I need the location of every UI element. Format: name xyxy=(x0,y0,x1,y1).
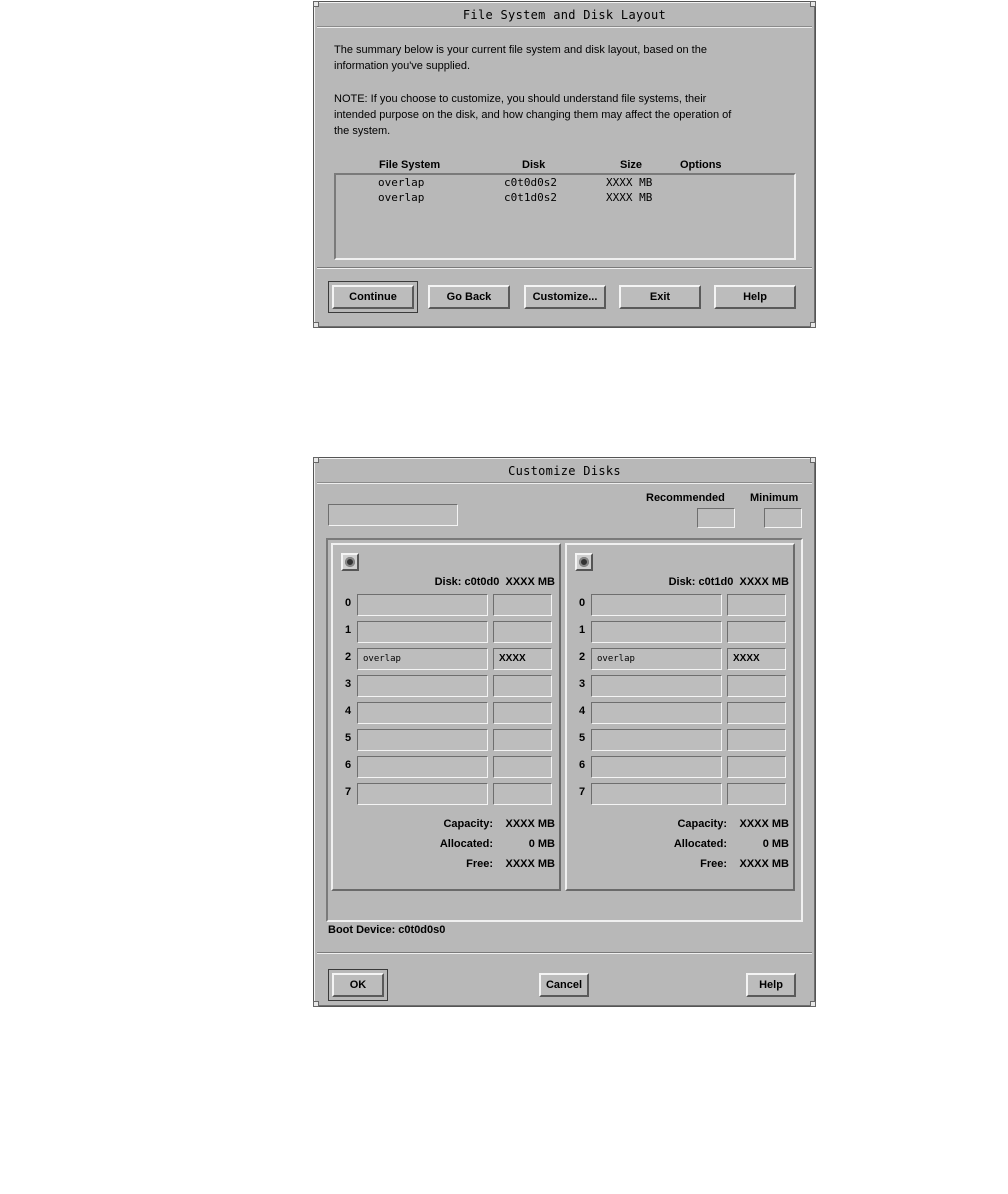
minimum-label: Minimum xyxy=(750,492,799,504)
slice-size-field[interactable] xyxy=(727,729,786,751)
list-item[interactable] xyxy=(378,176,798,191)
slice-number: 5 xyxy=(578,732,586,744)
column-header-size: Size xyxy=(620,159,643,171)
disk-cell: c0t0d0s2 xyxy=(504,176,557,189)
window-corner[interactable] xyxy=(313,1001,319,1007)
capacity-value: XXXX MB xyxy=(739,818,789,830)
disk-icon[interactable] xyxy=(575,553,593,571)
divider xyxy=(317,267,812,269)
slice-mount-field[interactable]: overlap xyxy=(357,648,488,670)
dialog-title: Customize Disks xyxy=(317,460,812,483)
exit-button[interactable]: Exit xyxy=(619,285,701,309)
disk-cell: c0t1d0s2 xyxy=(504,191,557,204)
slice-number: 2 xyxy=(578,651,586,663)
slice-mount-field[interactable] xyxy=(591,702,722,724)
dialog-title: File System and Disk Layout xyxy=(317,4,812,27)
disk-label: Disk: c0t1d0 XXXX MB xyxy=(668,576,789,588)
slice-mount-field[interactable] xyxy=(357,783,488,805)
disk-label: Disk: c0t0d0 XXXX MB xyxy=(434,576,555,588)
boot-device-label: Boot Device: c0t0d0s0 xyxy=(328,924,446,936)
slice-mount-field[interactable] xyxy=(357,756,488,778)
column-header-file-system: File System xyxy=(379,159,441,171)
slice-mount-field[interactable] xyxy=(357,702,488,724)
file-system-layout-dialog xyxy=(313,1,816,328)
disk-icon[interactable] xyxy=(341,553,359,571)
customize-disks-dialog xyxy=(313,457,816,1007)
window-corner[interactable] xyxy=(810,1001,816,1007)
slice-mount-field[interactable] xyxy=(591,675,722,697)
summary-text xyxy=(334,42,804,74)
note-line: NOTE: If you choose to customize, you should understand file systems, their xyxy=(334,93,707,105)
slice-mount-field[interactable] xyxy=(591,594,722,616)
free-label: Free: xyxy=(466,858,493,870)
slice-size-field[interactable] xyxy=(493,702,552,724)
size-cell: XXXX MB xyxy=(606,191,653,204)
file-system-list[interactable] xyxy=(334,173,796,260)
slice-number: 0 xyxy=(578,597,586,609)
slice-mount-field[interactable] xyxy=(591,783,722,805)
slice-number: 3 xyxy=(344,678,352,690)
free-value: XXXX MB xyxy=(739,858,789,870)
recommended-label: Recommended xyxy=(646,492,725,504)
slice-number: 6 xyxy=(578,759,586,771)
list-item[interactable] xyxy=(378,191,798,206)
cancel-button[interactable]: Cancel xyxy=(539,973,589,997)
column-header-disk: Disk xyxy=(522,159,546,171)
slice-size-field[interactable]: XXXX xyxy=(727,648,786,670)
note-line: intended purpose on the disk, and how changing them may affect the operation of xyxy=(334,109,732,121)
capacity-label: Capacity: xyxy=(443,818,493,830)
help-button[interactable]: Help xyxy=(714,285,796,309)
slice-size-field[interactable]: XXXX xyxy=(493,648,552,670)
help-button[interactable]: Help xyxy=(746,973,796,997)
free-value: XXXX MB xyxy=(505,858,555,870)
column-header-options: Options xyxy=(680,159,722,171)
slice-mount-field[interactable] xyxy=(357,621,488,643)
continue-button[interactable]: Continue xyxy=(332,285,414,309)
slice-size-field[interactable] xyxy=(493,756,552,778)
slice-number: 0 xyxy=(344,597,352,609)
note-line: the system. xyxy=(334,125,391,137)
slice-mount-field[interactable]: overlap xyxy=(591,648,722,670)
ok-button[interactable]: OK xyxy=(332,973,384,997)
capacity-label: Capacity: xyxy=(677,818,727,830)
allocated-value: 0 MB xyxy=(528,838,555,850)
slice-number: 7 xyxy=(578,786,586,798)
slice-number: 4 xyxy=(578,705,586,717)
allocated-value: 0 MB xyxy=(762,838,789,850)
note-text xyxy=(334,91,809,139)
slice-mount-field[interactable] xyxy=(591,756,722,778)
slice-number: 1 xyxy=(578,624,586,636)
slice-number: 5 xyxy=(344,732,352,744)
allocated-label: Allocated: xyxy=(673,838,727,850)
slice-size-field[interactable] xyxy=(727,621,786,643)
selection-field[interactable] xyxy=(328,504,458,526)
disk-panel xyxy=(565,543,795,891)
summary-line: The summary below is your current file system and disk layout, based on the xyxy=(334,44,707,56)
slice-number: 3 xyxy=(578,678,586,690)
slice-size-field[interactable] xyxy=(727,756,786,778)
slice-number: 7 xyxy=(344,786,352,798)
divider xyxy=(317,952,812,954)
slice-size-field[interactable] xyxy=(493,783,552,805)
slice-size-field[interactable] xyxy=(727,675,786,697)
size-cell: XXXX MB xyxy=(606,176,653,189)
minimum-field[interactable] xyxy=(764,508,802,528)
window-corner[interactable] xyxy=(313,322,319,328)
slice-mount-field[interactable] xyxy=(591,621,722,643)
slice-size-field[interactable] xyxy=(727,702,786,724)
slice-size-field[interactable] xyxy=(493,594,552,616)
capacity-value: XXXX MB xyxy=(505,818,555,830)
summary-line: information you've supplied. xyxy=(334,60,471,72)
slice-number: 1 xyxy=(344,624,352,636)
recommended-field[interactable] xyxy=(697,508,735,528)
slice-mount-field[interactable] xyxy=(357,594,488,616)
slice-size-field[interactable] xyxy=(493,675,552,697)
slice-number: 4 xyxy=(344,705,352,717)
customize-button[interactable]: Customize... xyxy=(524,285,606,309)
slice-mount-field[interactable] xyxy=(357,675,488,697)
slice-size-field[interactable] xyxy=(493,621,552,643)
fs-cell: overlap xyxy=(378,176,425,189)
slice-size-field[interactable] xyxy=(727,783,786,805)
go-back-button[interactable]: Go Back xyxy=(428,285,510,309)
slice-mount-field[interactable] xyxy=(357,729,488,751)
fs-cell: overlap xyxy=(378,191,425,204)
free-label: Free: xyxy=(700,858,727,870)
slice-size-field[interactable] xyxy=(727,594,786,616)
slice-number: 2 xyxy=(344,651,352,663)
slice-size-field[interactable] xyxy=(493,729,552,751)
window-corner[interactable] xyxy=(810,322,816,328)
allocated-label: Allocated: xyxy=(439,838,493,850)
slice-mount-field[interactable] xyxy=(591,729,722,751)
slice-number: 6 xyxy=(344,759,352,771)
disk-panel xyxy=(331,543,561,891)
